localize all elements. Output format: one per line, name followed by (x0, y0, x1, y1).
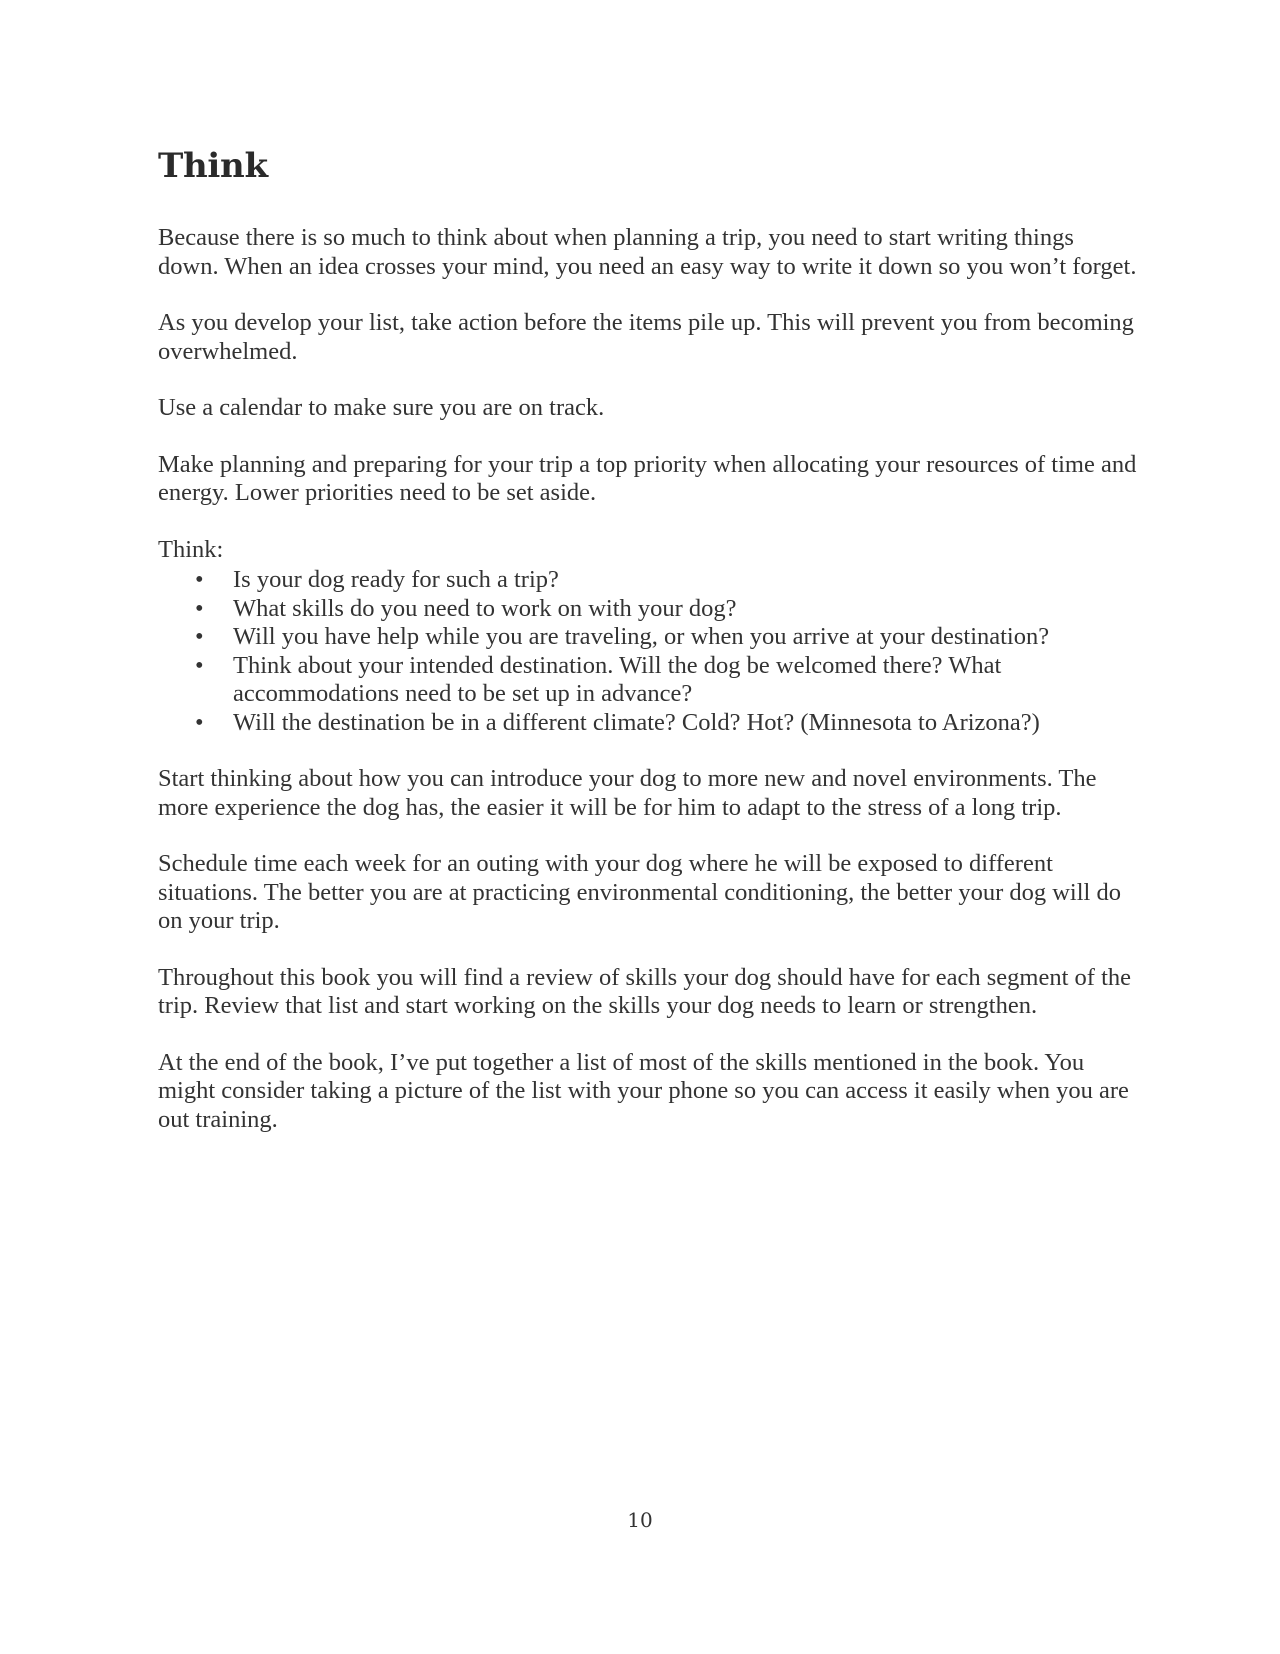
list-item-text: Will the destination be in a different climate? Cold? Hot? (Minnesota to Arizona?) (233, 708, 1040, 736)
list-item-text: What skills do you need to work on with your dog? (233, 594, 737, 622)
body-text (158, 224, 1138, 1162)
paragraph: Because there is so much to think about when planning a trip, you need to start writing things down. When an idea crosses your mind, you need an easy way to write it down so you won’t forget. (158, 224, 1137, 280)
paragraph: Make planning and preparing for your trip a top priority when allocating your resources of time and energy. Lower priorities need to be set aside. (158, 450, 1137, 506)
page-number: 10 (627, 1508, 653, 1532)
paragraph: Throughout this book you will find a review of skills your dog should have for each segment of the trip. Review that list and start working on the skills your dog needs to learn or strengthen. (158, 963, 1132, 1019)
list-item-text: Think about your intended destination. Will the dog be welcomed there? What accommodations need to be set up in advance? (233, 651, 1002, 707)
list-item (158, 652, 1053, 709)
paragraph: Schedule time each week for an outing with your dog where he will be exposed to different situations. The better you are at practicing environmental conditioning, the better your dog will do on your trip. (158, 850, 1121, 934)
list-intro: Think: (158, 535, 224, 563)
list-item-text: Is your dog ready for such a trip? (233, 566, 559, 593)
bullet-icon: • (195, 594, 204, 622)
paragraph: At the end of the book, I’ve put together a list of most of the skills mentioned in the book. You might consider taking a picture of the list with your phone so you can access it easily when you are out training. (158, 1048, 1129, 1133)
list-item (158, 595, 1053, 624)
paragraph: As you develop your list, take action before the items pile up. This will prevent you from becoming overwhelmed. (158, 309, 1134, 365)
list-item (158, 623, 1053, 652)
bullet-icon: • (195, 623, 204, 650)
paragraph: Use a calendar to make sure you are on track. (158, 394, 605, 421)
list-item-text: Will you have help while you are traveling, or when you arrive at your destination? (233, 623, 1050, 650)
bullet-icon: • (195, 651, 204, 679)
list-item (158, 709, 1053, 738)
bullet-icon: • (195, 708, 204, 736)
bullet-icon: • (195, 566, 204, 593)
think-list (158, 566, 1138, 737)
list-item (158, 566, 1053, 595)
section-heading: Think (158, 146, 268, 186)
paragraph: Start thinking about how you can introduce your dog to more new and novel environments. The more experience the dog has, the easier it will be for him to adapt to the stress of a long trip. (158, 765, 1097, 821)
